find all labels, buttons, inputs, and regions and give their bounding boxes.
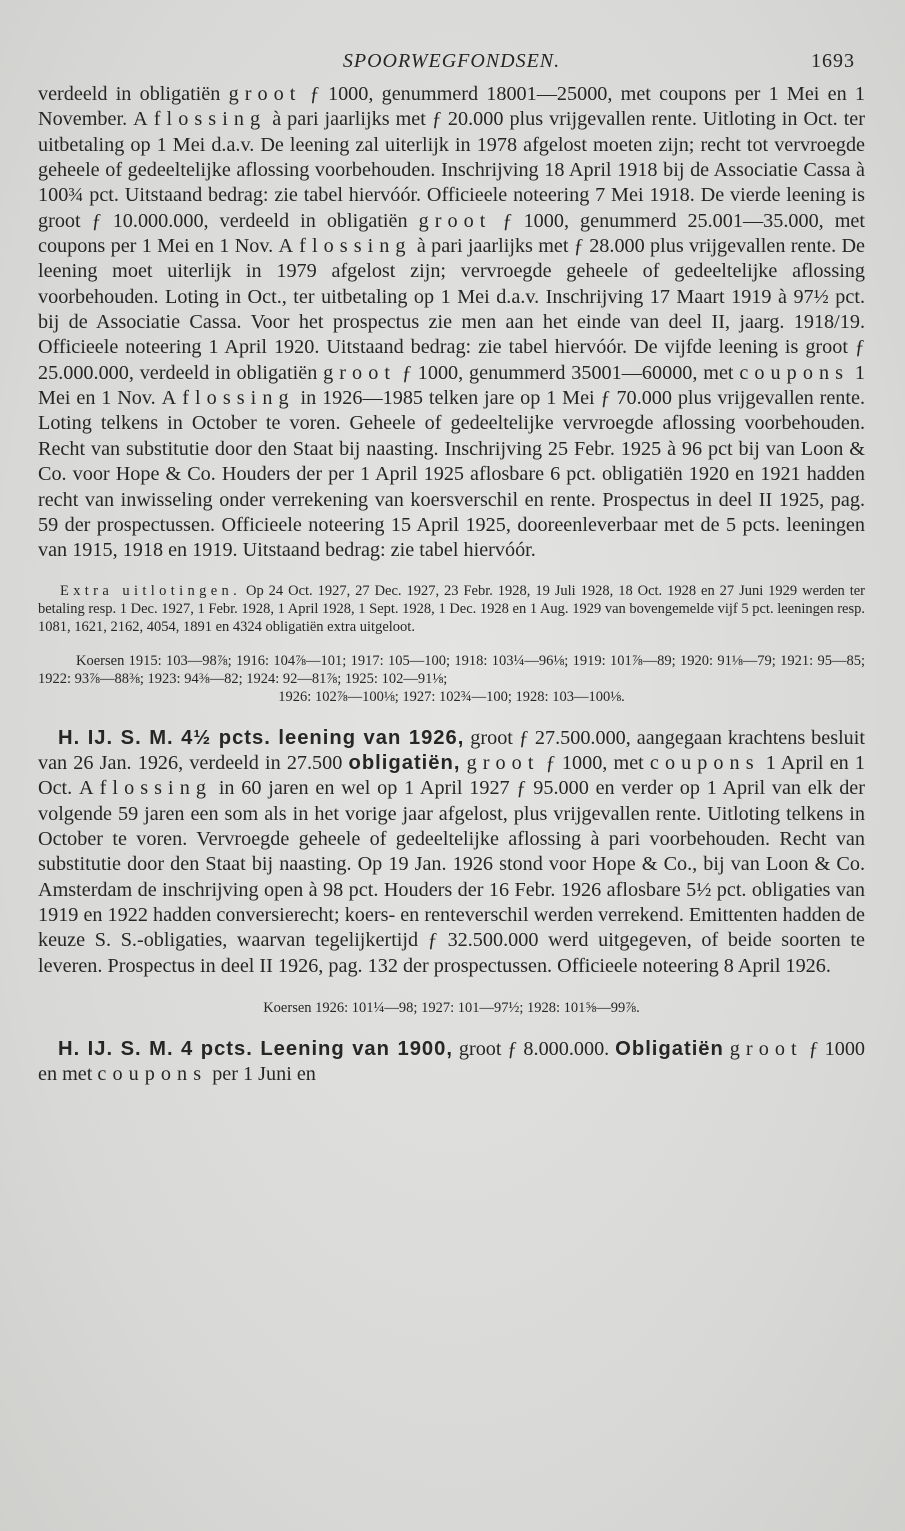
- spaced-term: coupons: [97, 1063, 208, 1086]
- text-run: ƒ 1000, genummerd 25.001—35.000, met coupons per 1 Mei en 1 Nov.: [38, 209, 865, 258]
- koersen-line: Koersen 1926: 101¼—98; 1927: 101—97½; 1928: 101⅝—99⅞.: [263, 999, 640, 1016]
- spaced-term: groot: [228, 83, 302, 105]
- text-run: groot ƒ 8.000.000.: [452, 1037, 616, 1060]
- spaced-term: Aflossing: [161, 387, 295, 410]
- spaced-term: groot: [729, 1037, 803, 1060]
- page-number: 1693: [811, 50, 855, 72]
- extra-uitlotingen-note: [38, 582, 865, 636]
- text-run: Op 24 Oct. 1927, 27 Dec. 1927, 23 Febr. 1928, 19 Juli 1928, 18 Oct. 1928 en 27 Juni 1929 werden ter betaling resp. 1 Dec. 1927, 1 Febr. 1928, 1 April 1928, 1 Sept. 1928, 1 Dec. 1928 en 1 Aug. 1929 van bovengemelde vijf 5 pct. leeningen resp. 1081, 1621, 2162, 4054, 1891 en 4324 obligatiën extra uitgeloot.: [38, 582, 865, 635]
- section-heading: H. IJ. S. M. 4 pcts. Leening van 1900,: [58, 1037, 453, 1060]
- text-run: 1 April en 1 Oct.: [38, 751, 865, 800]
- text-run: in 1926—1985 telken jare op 1 Mei ƒ 70.000 plus vrijgevallen rente. Loting telkens in October te voren. Geheele of gedeeltelijke vervroegde aflossing voorbehouden. Recht van substitutie door den Staat bij naasting. Inschrijving 25 Febr. 1925 à 96 pct bij van Loon & Co. voor Hope & Co. Houders der per 1 April 1925 aflosbare 6 pct. obligatiën 1920 en 1921 hadden recht van inwisseling onder verrekening van koersverschil en rente. Prospectus in deel II 1925, pag. 59 der prospectussen. Officieele noteering 15 April 1925, dooreenleverbaar met de 5 pcts. leeningen van 1915, 1918 en 1919. Uitstaand bedrag: zie tabel hiervóór.: [38, 387, 865, 562]
- running-head: [38, 50, 865, 82]
- spaced-term: Aflossing: [278, 235, 412, 258]
- text-run: groot ƒ 27.500.000, aangegaan krachtens besluit van 26 Jan. 1926, verdeeld in 27.500: [38, 726, 865, 774]
- spaced-term: Aflossing: [133, 108, 267, 131]
- main-text: [38, 82, 865, 564]
- spaced-term: groot: [323, 361, 397, 384]
- text-run: ƒ 1000, genummerd 18001—25000, met coupons per 1 Mei en 1 November.: [38, 83, 865, 131]
- text-run: per 1 Juni en: [207, 1063, 316, 1086]
- paragraph-loans-1918-1925: [38, 82, 865, 564]
- spaced-term: groot: [418, 209, 492, 232]
- paragraph-leening-1926: [38, 726, 865, 979]
- text-run: ƒ 1000, met: [539, 751, 650, 774]
- paragraph-leening-1900: [38, 1037, 865, 1088]
- text-run: ƒ 1000, genummerd 35001—60000, met: [396, 361, 740, 384]
- text-run: à pari jaarlijks met ƒ 28.000 plus vrijgevallen rente. De leening moet uiterlijk in 1979 afgelost zijn; vervroegde geheele of gedeeltelijke aflossing voorbehouden. Loting in Oct., ter uitbetaling op 1 Mei d.a.v. Inschrijving 17 Maart 1919 à 97½ pct. bij de Associatie Cassa. Voor het prospectus zie men aan het einde van deel II, jaarg. 1918/19. Officieele noteering 1 April 1920. Uitstaand bedrag: zie tabel hiervóór. De vijfde leening is groot ƒ 25.000.000, verdeeld in obligatiën: [38, 235, 865, 384]
- section-heading: H. IJ. S. M. 4½ pcts. leening van 1926,: [58, 726, 465, 749]
- text-run: in 60 jaren en wel op 1 April 1927 ƒ 95.000 en verder op 1 April van elk der volgende 59 jaren een som als in het vorige jaar afgelost, plus vrijgevallen rente. Uitloting telkens in October te voren. Vervroegde geheele of gedeeltelijke aflossing à pari voorbehouden. Recht van substitutie door den Staat bij naasting. Op 19 Jan. 1926 stond voor Hope & Co., bij van Loon & Co. Amsterdam de inschrijving open à 98 pct. Houders der 16 Febr. 1926 aflosbare 5½ pct. obligaties van 1919 en 1922 hadden conversierecht; koers- en renteverschil werden verrekend. Emittenten hadden de keuze S. S.-obligaties, waarvan tegelijkertijd ƒ 32.500.000 werd uitgegeven, of beide soorten te leveren. Prospectus in deel II 1926, pag. 132 der prospectussen. Officieele noteering 8 April 1926.: [38, 777, 865, 977]
- spaced-term: Extra uitlotingen.: [60, 582, 242, 599]
- section-leening-1926: [38, 726, 865, 979]
- koersen-line: Koersen 1915: 103—98⅞; 1916: 104⅞—101; 1917: 105—100; 1918: 103¼—96⅛; 1919: 101⅞—89; 1920: 91⅛—79; 1921: 95—85; 1922: 93⅞—88⅜; 1923: 94⅜—82; 1924: 92—81⅞; 1925: 102—91⅛;: [38, 652, 865, 687]
- spaced-term: coupons: [649, 751, 760, 774]
- koersen-block-2: [38, 999, 865, 1017]
- section-leening-1900: [38, 1037, 865, 1088]
- text-run: ƒ 1000 en met: [38, 1037, 866, 1086]
- koersen-line-last: 1926: 102⅞—100⅛; 1927: 102¾—100; 1928: 103—100⅛.: [278, 688, 625, 705]
- spaced-term: coupons: [739, 361, 850, 384]
- text-run: à pari jaarlijks met ƒ 20.000 plus vrijgevallen rente. Uitloting in Oct. ter uitbetaling op 1 Mei d.a.v. De leening zal uiterlijk in 1978 afgelost moeten zijn; recht tot vervroegde geheele of gedeeltelijke aflossing voorbehouden. Inschrijving 18 April 1918 bij de Associatie Cassa à 100¾ pct. Uitstaand bedrag: zie tabel hiervóór. Officieele noteering 7 Mei 1918. De vierde leening is groot ƒ 10.000.000, verdeeld in obligatiën: [38, 108, 865, 232]
- koersen-block-1: [38, 652, 865, 706]
- bold-term: Obligatiën: [615, 1037, 724, 1060]
- text-run: 1 Mei en 1 Nov.: [38, 361, 865, 410]
- spaced-term: groot: [466, 751, 540, 774]
- spaced-term: Aflossing: [78, 777, 213, 800]
- bold-term: obligatiën,: [348, 751, 461, 774]
- text-run: verdeeld in obligatiën: [38, 83, 229, 105]
- extra-uitlotingen-paragraph: [38, 582, 865, 636]
- page-header-title: SPOORWEGFONDSEN.: [342, 50, 561, 72]
